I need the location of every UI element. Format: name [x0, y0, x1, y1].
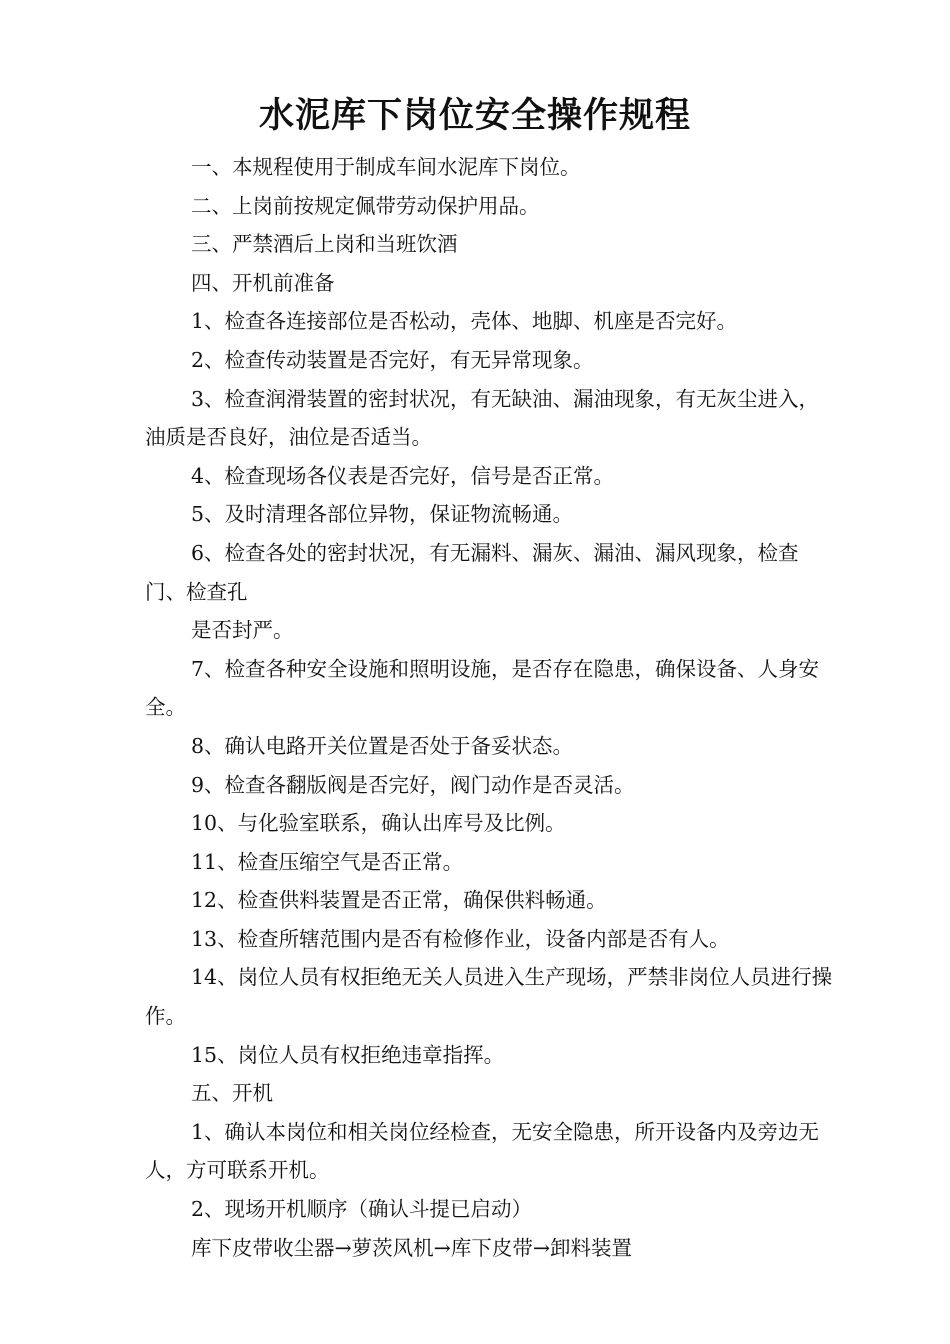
- section-heading-startup: 五、开机: [191, 1081, 273, 1106]
- paragraph-prep-11: 11、检查压缩空气是否正常。: [191, 849, 464, 874]
- paragraph-start-1: 1、确认本岗位和相关岗位经检查，无安全隐患，所开设备内及旁边无人，方可联系开机。: [145, 1119, 820, 1183]
- paragraph-start-sequence: 库下皮带收尘器→萝茨风机→库下皮带→卸料装置: [191, 1235, 633, 1260]
- paragraph-start-2: 2、现场开机顺序（确认斗提已启动）: [191, 1197, 533, 1222]
- paragraph-prep-2: 2、检查传动装置是否完好，有无异常现象。: [191, 347, 594, 372]
- paragraph-prep-10: 10、与化验室联系，确认出库号及比例。: [191, 811, 566, 836]
- section-heading-preparation: 四、开机前准备: [191, 270, 335, 295]
- paragraph-prep-4: 4、检查现场各仪表是否完好，信号是否正常。: [191, 463, 615, 488]
- paragraph-prep-9: 9、检查各翻版阀是否完好，阀门动作是否灵活。: [191, 772, 635, 797]
- paragraph-prep-7: 7、检查各种安全设施和照明设施，是否存在隐患，确保设备、人身安全。: [145, 656, 820, 720]
- paragraph-prep-8: 8、确认电路开关位置是否处于备妥状态。: [191, 733, 574, 758]
- paragraph-1: 一、本规程使用于制成车间水泥库下岗位。: [191, 155, 581, 179]
- paragraph-2: 二、上岗前按规定佩带劳动保护用品。: [191, 193, 540, 218]
- paragraph-prep-14: 14、岗位人员有权拒绝无关人员进入生产现场，严禁非岗位人员进行操作。: [145, 965, 833, 1029]
- document-body: [145, 148, 835, 1267]
- paragraph-3: 三、严禁酒后上岗和当班饮酒: [191, 232, 458, 257]
- paragraph-prep-12: 12、检查供料装置是否正常，确保供料畅通。: [191, 888, 607, 913]
- paragraph-prep-6: 6、检查各处的密封状况，有无漏料、漏灰、漏油、漏风现象，检查门、检查孔: [145, 540, 799, 604]
- paragraph-prep-5: 5、及时清理各部位异物，保证物流畅通。: [191, 502, 574, 527]
- paragraph-prep-15: 15、岗位人员有权拒绝违章指挥。: [191, 1042, 505, 1067]
- paragraph-prep-1: 1、检查各连接部位是否松动，壳体、地脚、机座是否完好。: [191, 309, 738, 334]
- paragraph-prep-6-cont: 是否封严。: [191, 618, 294, 643]
- paragraph-prep-13: 13、检查所辖范围内是否有检修作业，设备内部是否有人。: [191, 926, 730, 951]
- paragraph-prep-3: 3、检查润滑装置的密封状况，有无缺油、漏油现象，有无灰尘进入，油质是否良好，油位是否适当。: [145, 386, 820, 450]
- document-title: 水泥库下岗位安全操作规程: [258, 95, 691, 136]
